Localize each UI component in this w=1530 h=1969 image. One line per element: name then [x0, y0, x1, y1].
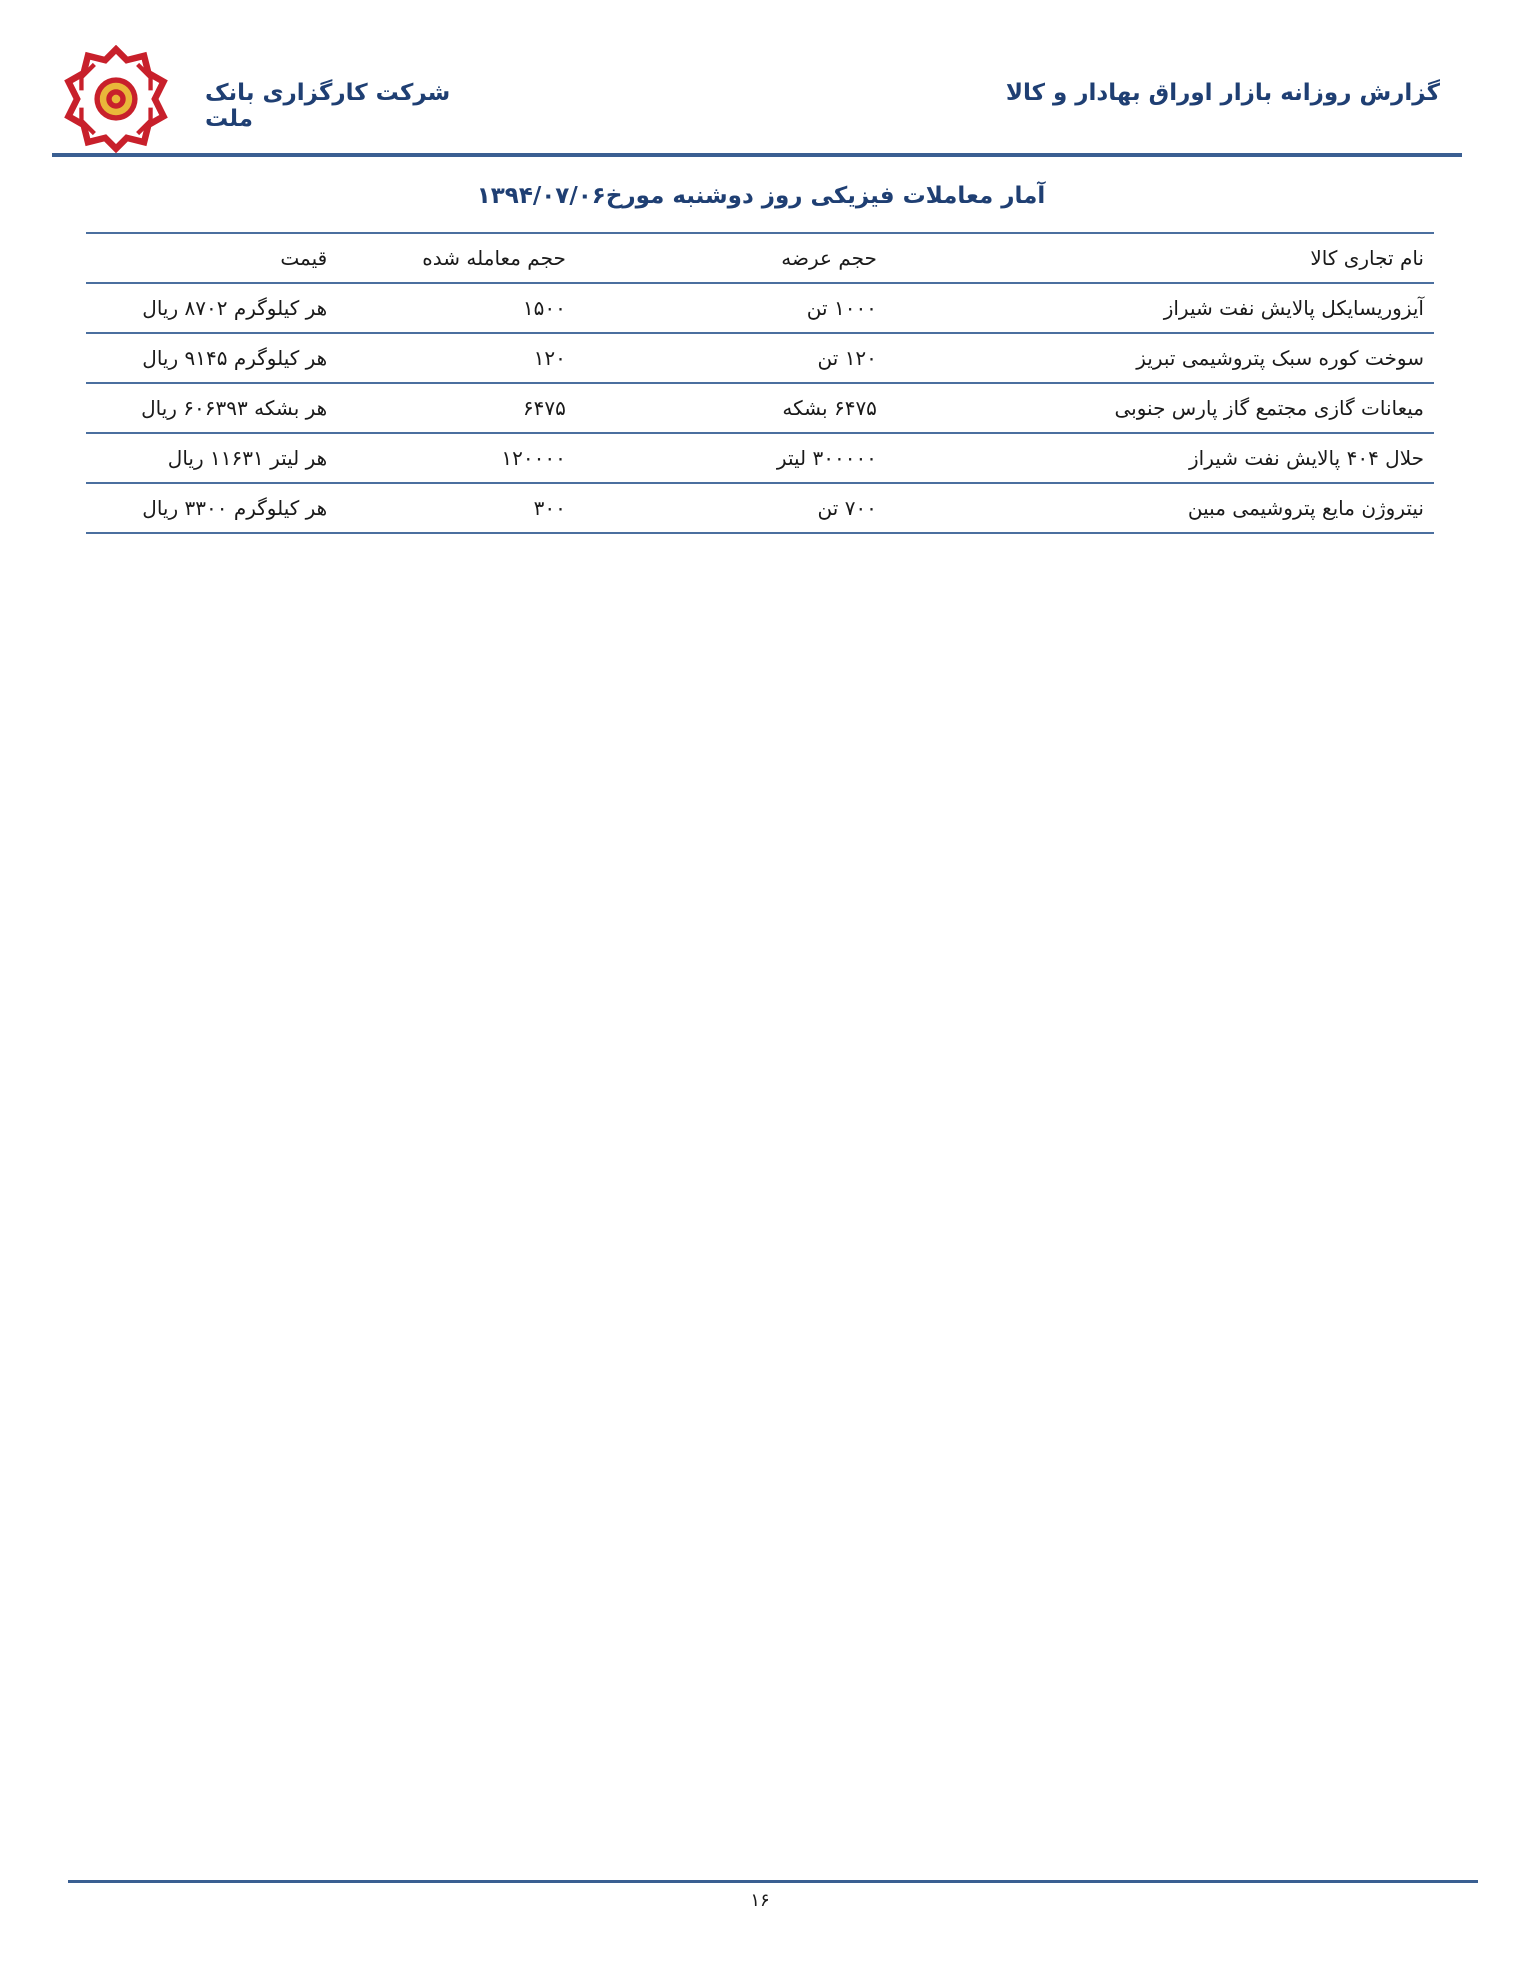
header-divider: [52, 153, 1462, 157]
cell-traded: ۶۴۷۵: [522, 396, 566, 420]
cell-offer: ۶۴۷۵ بشکه: [782, 396, 877, 420]
cell-name: حلال ۴۰۴ پالایش نفت شیراز: [1189, 446, 1424, 470]
cell-name: سوخت کوره سبک پتروشیمی تبریز: [1136, 346, 1424, 370]
column-header-traded: حجم معامله شده: [422, 246, 566, 270]
cell-name: نیتروژن مایع پتروشیمی مبین: [1187, 496, 1424, 520]
table-row: [86, 283, 1434, 333]
page-number: ۱۶: [750, 1890, 770, 1911]
table-header-row: [86, 233, 1434, 283]
cell-price: هر بشکه ۶۰۶۳۹۳ ریال: [141, 396, 328, 420]
cell-offer: ۷۰۰ تن: [817, 496, 877, 520]
cell-traded: ۳۰۰: [533, 496, 566, 520]
column-header-price: قیمت: [280, 246, 328, 270]
cell-price: هر کیلوگرم ۳۳۰۰ ریال: [142, 496, 328, 520]
cell-traded: ۱۲۰: [533, 346, 566, 370]
cell-name: میعانات گازی مجتمع گاز پارس جنوبی: [1114, 396, 1424, 420]
column-header-name: نام تجاری کالا: [1310, 246, 1424, 270]
bank-mellat-logo-icon: [62, 45, 170, 153]
table-title: آمار معاملات فیزیکی روز دوشنبه مورخ۱۳۹۴/۰۷/۰۶: [476, 183, 1046, 209]
table-row: [86, 483, 1434, 533]
table-row: [86, 333, 1434, 383]
table-row: [86, 433, 1434, 483]
cell-price: هر لیتر ۱۱۶۳۱ ریال: [167, 446, 328, 470]
cell-price: هر کیلوگرم ۹۱۴۵ ریال: [142, 346, 328, 370]
report-title: گزارش روزانه بازار اوراق بهادار و کالا: [1005, 80, 1440, 106]
cell-traded: ۱۲۰۰۰۰: [501, 446, 566, 470]
cell-traded: ۱۵۰۰: [522, 296, 566, 320]
column-header-offer: حجم عرضه: [781, 246, 877, 270]
cell-offer: ۱۰۰۰ تن: [806, 296, 877, 320]
company-name: شرکت کارگزاری بانک ملت: [205, 80, 451, 132]
cell-price: هر کیلوگرم ۸۷۰۲ ریال: [142, 296, 328, 320]
cell-offer: ۱۲۰ تن: [817, 346, 877, 370]
cell-offer: ۳۰۰۰۰۰ لیتر: [776, 446, 877, 470]
footer-divider: [68, 1880, 1478, 1883]
cell-name: آیزوریسایکل پالایش نفت شیراز: [1163, 296, 1424, 320]
physical-trades-table: [86, 232, 1434, 534]
table-row: [86, 383, 1434, 433]
